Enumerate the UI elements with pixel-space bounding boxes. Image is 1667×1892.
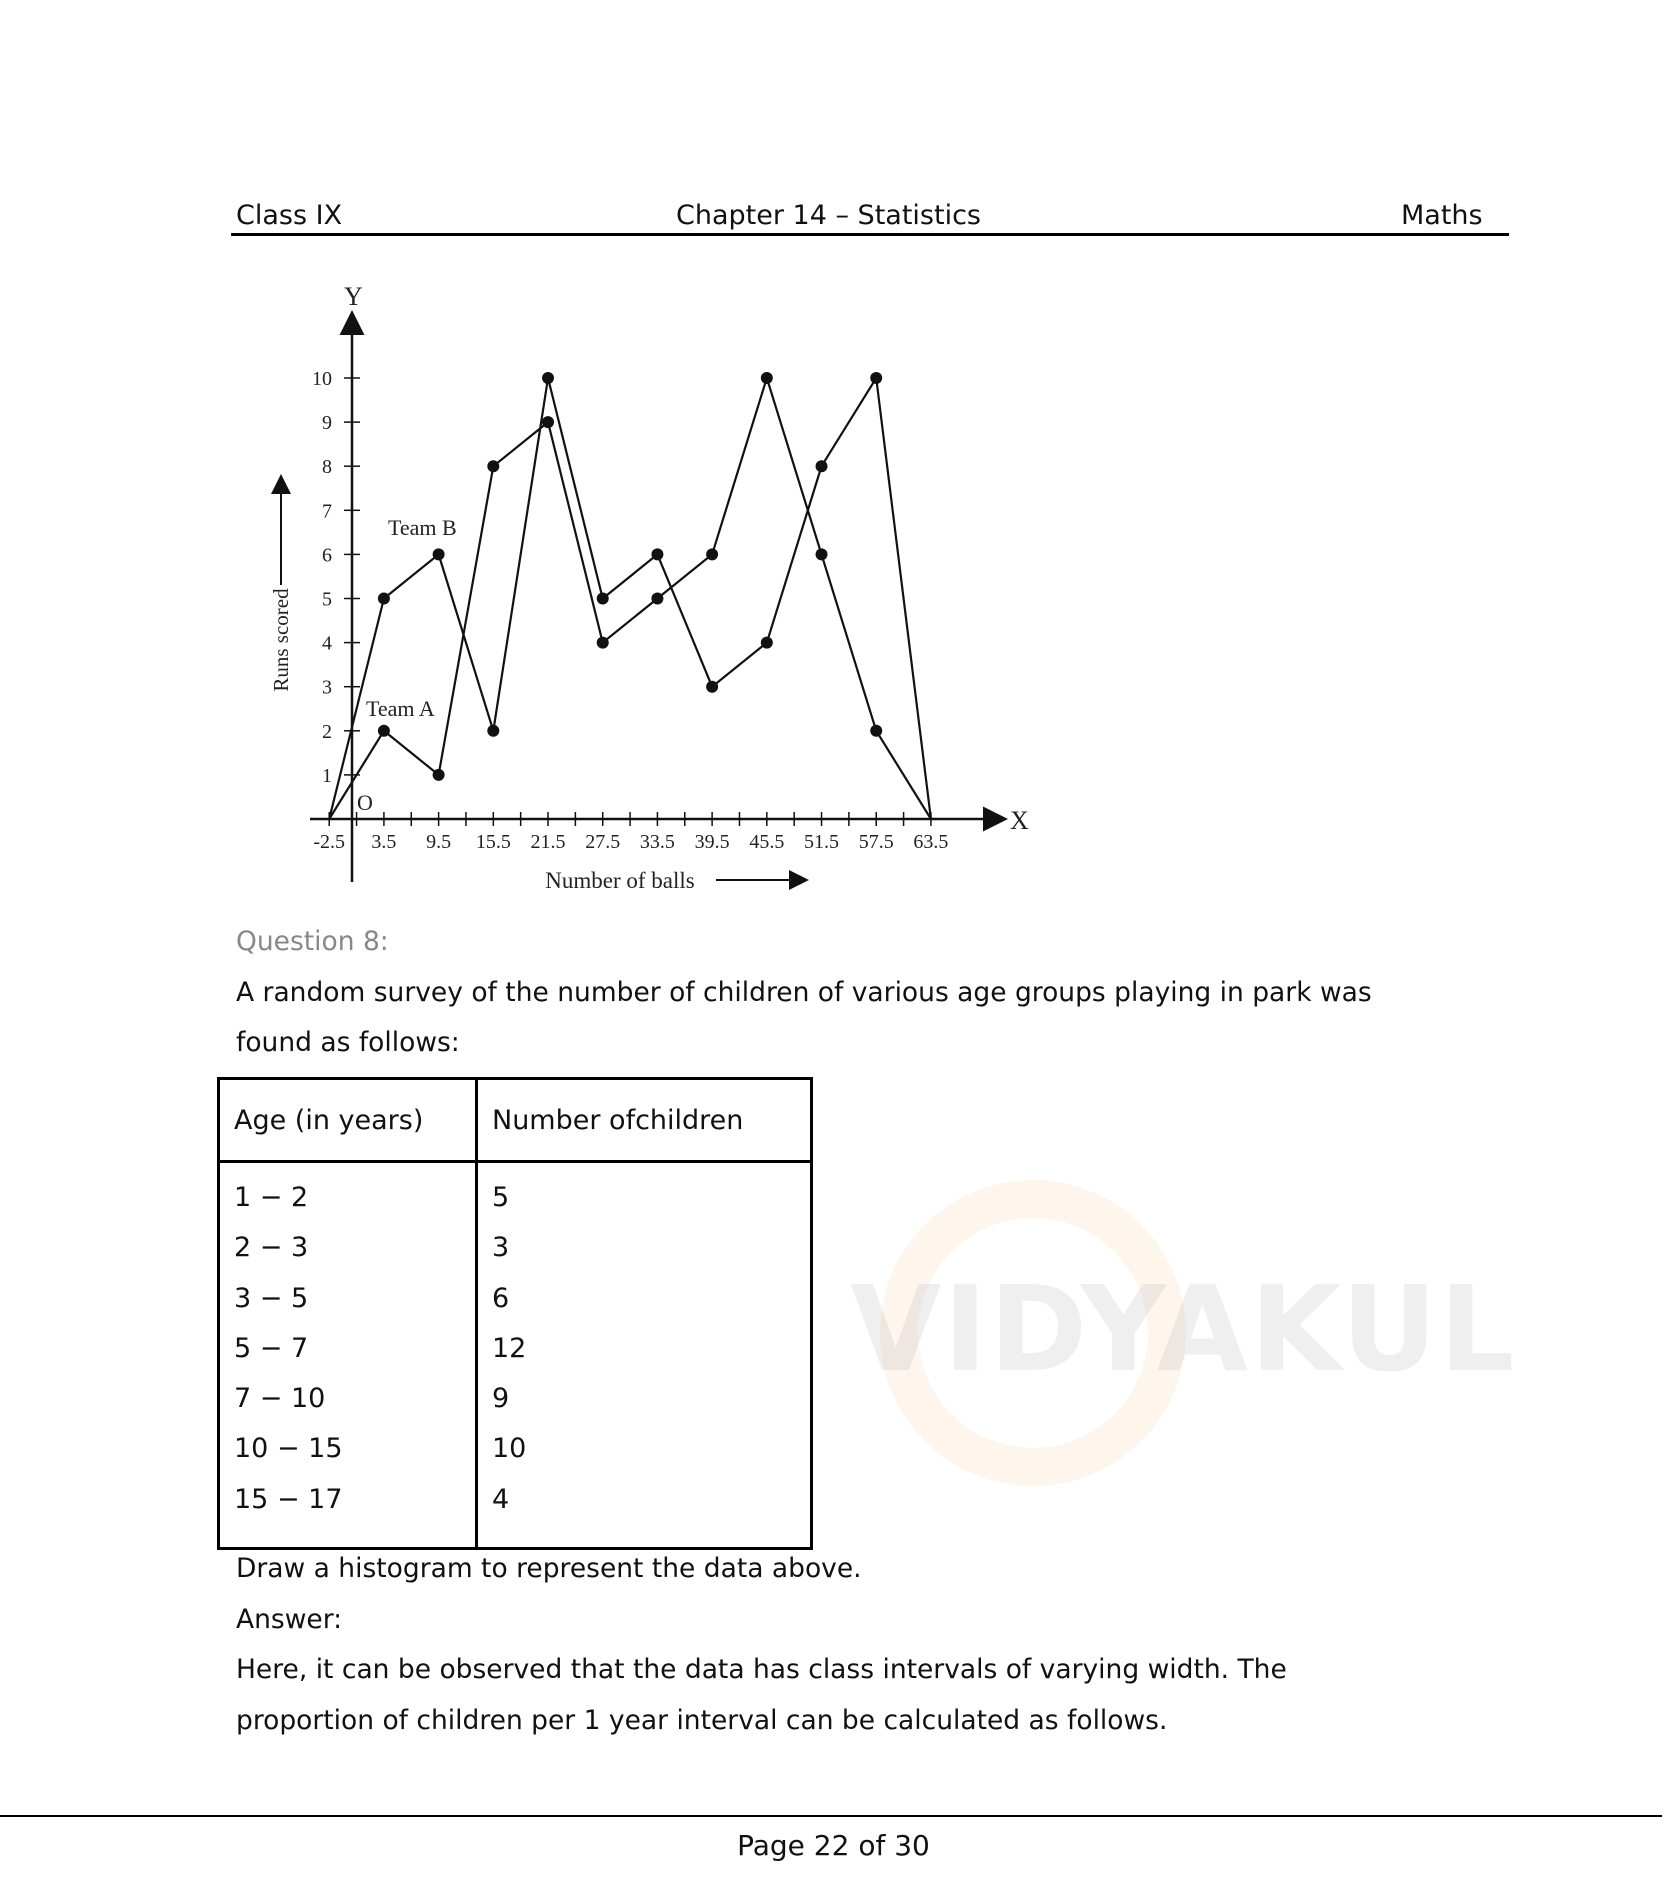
x-tick-label: 9.5 [426,831,452,853]
y-tick-label: 8 [322,456,332,479]
data-point [433,769,445,781]
children-cell: 6 [492,1282,510,1314]
children-cell: 3 [492,1232,510,1264]
age-cell: 2 − 3 [234,1232,309,1264]
watermark: VIDYAKUL [850,1260,1517,1398]
age-children-table [217,1077,813,1550]
data-point [816,460,828,472]
age-column [219,1162,477,1549]
y-tick-label: 4 [322,632,332,655]
x-tick-label: 57.5 [858,831,894,853]
children-cell: 10 [492,1433,527,1465]
x-axis-letter: X [1010,806,1029,835]
data-point [706,548,718,560]
data-point [487,725,499,737]
y-tick-label: 2 [322,720,332,743]
table-header-row [219,1079,812,1162]
data-point [542,372,554,384]
header-children: Number ofchildren [477,1079,812,1162]
x-axis-title: Number of balls [545,868,695,893]
answer-line-1: Here, it can be observed that the data has class intervals of varying width. The [236,1654,1287,1685]
y-axis-title: Runs scored [269,588,293,692]
question-line-2: found as follows: [236,1027,460,1058]
y-tick-label: 1 [322,764,332,787]
instruction: Draw a histogram to represent the data above. [236,1553,862,1584]
x-tick-label: 27.5 [585,831,621,853]
question-label: Question 8: [236,926,389,957]
x-tick-label: 33.5 [639,831,675,853]
age-cell: 7 − 10 [234,1383,326,1415]
series-line-team-a [329,378,931,819]
data-point [761,372,773,384]
data-point [487,460,499,472]
x-tick-label: 63.5 [913,831,949,853]
children-column [477,1162,812,1549]
x-tick-label: 3.5 [371,831,397,853]
data-point [651,548,663,560]
data-point [378,725,390,737]
data-point [597,637,609,649]
team-b-label: Team B [388,515,457,540]
x-tick-label: 15.5 [475,831,511,853]
data-point [761,637,773,649]
data-point [706,681,718,693]
age-cell: 15 − 17 [234,1483,343,1515]
page-number: Page 22 of 30 [737,1829,930,1862]
data-point [870,372,882,384]
answer-label: Answer: [236,1604,343,1635]
y-tick-label: 10 [312,368,332,390]
header-age: Age (in years) [219,1079,477,1162]
y-tick-label: 7 [322,500,332,523]
header-class: Class IX [236,200,343,231]
table-body [219,1162,812,1549]
team-a-label: Team A [366,696,435,721]
children-cell: 12 [492,1332,527,1364]
data-point [378,593,390,605]
x-tick-label: 51.5 [804,831,840,853]
x-tick-label: 45.5 [749,831,785,853]
data-point [870,725,882,737]
children-cell: 4 [492,1483,510,1515]
x-tick-label: -2.5 [313,831,346,853]
age-cell: 1 − 2 [234,1182,309,1213]
data-point [433,548,445,560]
data-point [597,593,609,605]
footer-divider [0,1815,1662,1817]
y-axis-letter: Y [344,282,363,311]
children-cell: 9 [492,1383,510,1415]
data-point [816,548,828,560]
origin-label: O [357,790,373,815]
header-chapter: Chapter 14 – Statistics [676,200,981,231]
age-cell: 3 − 5 [234,1282,309,1314]
question-line-1: A random survey of the number of children of various age groups playing in park was [236,977,1372,1008]
data-point [542,416,554,428]
x-tick-label: 39.5 [694,831,730,853]
children-cell: 5 [492,1182,510,1213]
header-subject: Maths [1401,200,1483,231]
series-line-team-b [329,378,931,819]
x-tick-label: 21.5 [530,831,566,853]
answer-line-2: proportion of children per 1 year interval can be calculated as follows. [236,1705,1168,1736]
y-tick-label: 6 [322,544,332,567]
age-cell: 5 − 7 [234,1332,309,1364]
runs-chart [0,0,1667,920]
y-tick-label: 3 [322,676,332,699]
y-tick-label: 5 [322,588,332,611]
age-cell: 10 − 15 [234,1433,343,1465]
data-point [651,593,663,605]
y-tick-label: 9 [322,412,332,435]
